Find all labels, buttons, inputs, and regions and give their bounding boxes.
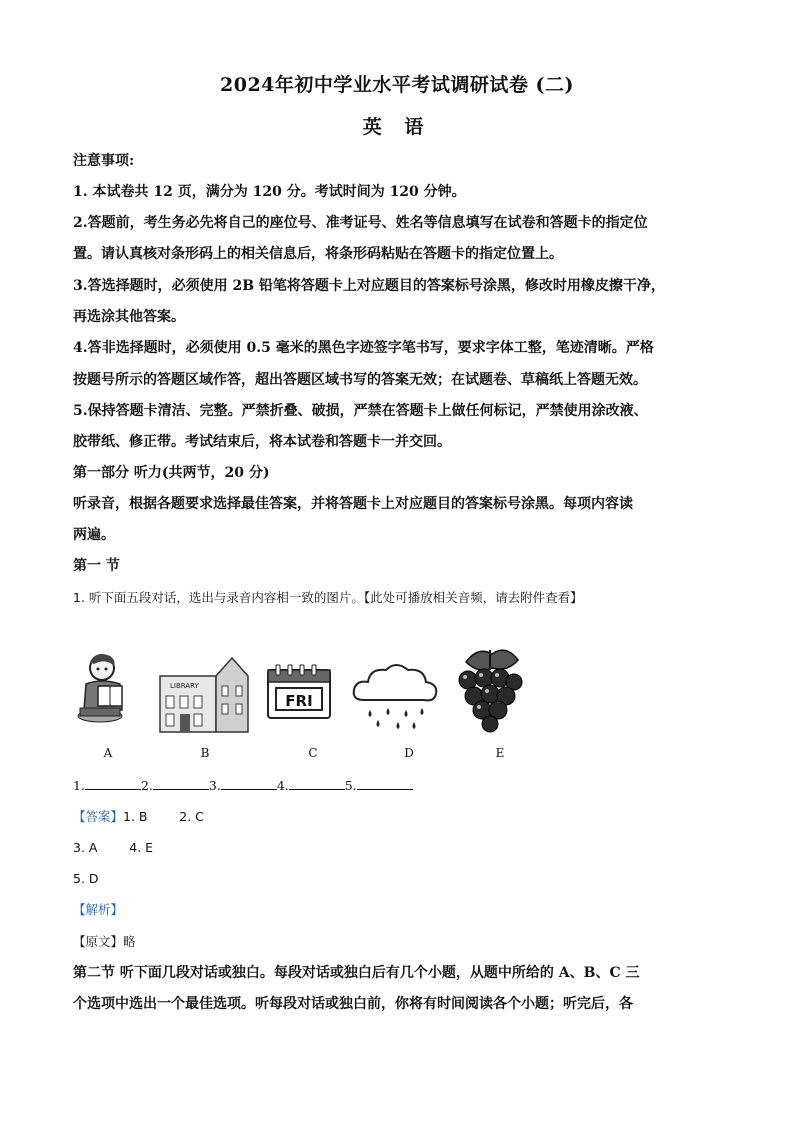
answer-blank-1[interactable] xyxy=(85,777,141,790)
calendar-fri-icon xyxy=(266,664,332,724)
part1-heading: 第一部分 听力(共两节，20 分) xyxy=(73,465,270,481)
page-title: 2024年初中学业水平考试调研试卷 (二) xyxy=(220,74,574,96)
section2-text: 个选项中选出一个最佳选项。听每段对话或独白前，你将有时间阅读各个小题；听完后，各 xyxy=(73,996,633,1012)
note-item: 置。请认真核对条形码上的相关信息后，将条形码粘贴在答题卡的指定位置上。 xyxy=(73,246,563,262)
question-1-prompt: 1. 听下面五段对话，选出与录音内容相一致的图片。【此处可播放相关音频，请去附件查看】 xyxy=(73,590,583,605)
answer-blank-4[interactable] xyxy=(289,777,345,790)
picture-label: E xyxy=(495,746,505,760)
picture-options xyxy=(76,650,516,760)
answers-line-3: 5. D xyxy=(73,871,99,886)
library-building-icon xyxy=(158,656,250,738)
answers-line-2: 3. A 4. E xyxy=(73,840,154,855)
note-item: 3.答选择题时，必须使用 2B 铅笔将答题卡上对应题目的答案标号涂黑，修改时用橡皮擦干净， xyxy=(73,278,665,294)
answer-blank-3[interactable] xyxy=(221,777,277,790)
calendar-day-text: FRI xyxy=(285,692,313,710)
note-item: 再选涂其他答案。 xyxy=(73,309,185,325)
answer-blanks xyxy=(73,776,733,796)
answer-tag: 【答案】 xyxy=(73,809,124,824)
note-item: 4.答非选择题时，必须使用 0.5 毫米的黑色字迹签字笔书写，要求字体工整，笔迹清晰。严格 xyxy=(73,340,654,356)
part1-instruction: 两遍。 xyxy=(73,527,115,543)
blank-number: 4. xyxy=(276,778,289,793)
answer-blank-2[interactable] xyxy=(153,777,209,790)
picture-label: C xyxy=(308,746,318,760)
part1-instruction: 听录音，根据各题要求选择最佳答案，并将答题卡上对应题目的答案标号涂黑。每项内容读 xyxy=(73,496,633,512)
blank-number: 1. xyxy=(73,778,85,793)
blank-number: 2. xyxy=(140,778,153,793)
subject-heading: 英 语 xyxy=(362,116,432,138)
analysis-tag: 【解析】 xyxy=(73,902,124,917)
note-item: 5.保持答题卡清洁、完整。严禁折叠、破损，严禁在答题卡上做任何标记，严禁使用涂改液、 xyxy=(73,403,648,419)
section2-text: 第二节 听下面几段对话或独白。每段对话或独白后有几个小题，从题中所给的 A、B、C 三 xyxy=(73,965,640,981)
boy-reading-icon xyxy=(76,650,136,734)
picture-label: D xyxy=(404,746,414,760)
rain-cloud-icon xyxy=(350,660,440,736)
note-item: 胶带纸、修正带。考试结束后，将本试卷和答题卡一并交回。 xyxy=(73,434,451,450)
grapes-icon xyxy=(452,644,528,738)
section1-heading: 第一 节 xyxy=(73,558,120,574)
blank-number: 5. xyxy=(344,778,357,793)
notes-heading: 注意事项: xyxy=(73,153,135,169)
answer-row xyxy=(73,807,733,827)
picture-label: B xyxy=(200,746,210,760)
picture-label: A xyxy=(103,746,113,760)
original-tag: 【原文】 xyxy=(73,934,124,949)
answers-line-1: 1. B 2. C xyxy=(123,809,204,824)
original-row xyxy=(73,932,733,952)
answer-blank-5[interactable] xyxy=(357,777,413,790)
note-item: 按题号所示的答题区域作答，超出答题区域书写的答案无效；在试题卷、草稿纸上答题无效。 xyxy=(73,372,647,388)
note-item: 1. 本试卷共 12 页，满分为 120 分。考试时间为 120 分钟。 xyxy=(73,184,466,200)
blank-number: 3. xyxy=(208,778,221,793)
original-text: 略 xyxy=(123,934,136,949)
note-item: 2.答题前，考生务必先将自己的座位号、准考证号、姓名等信息填写在试卷和答题卡的指定位 xyxy=(73,215,648,231)
library-sign: LIBRARY xyxy=(170,682,199,690)
